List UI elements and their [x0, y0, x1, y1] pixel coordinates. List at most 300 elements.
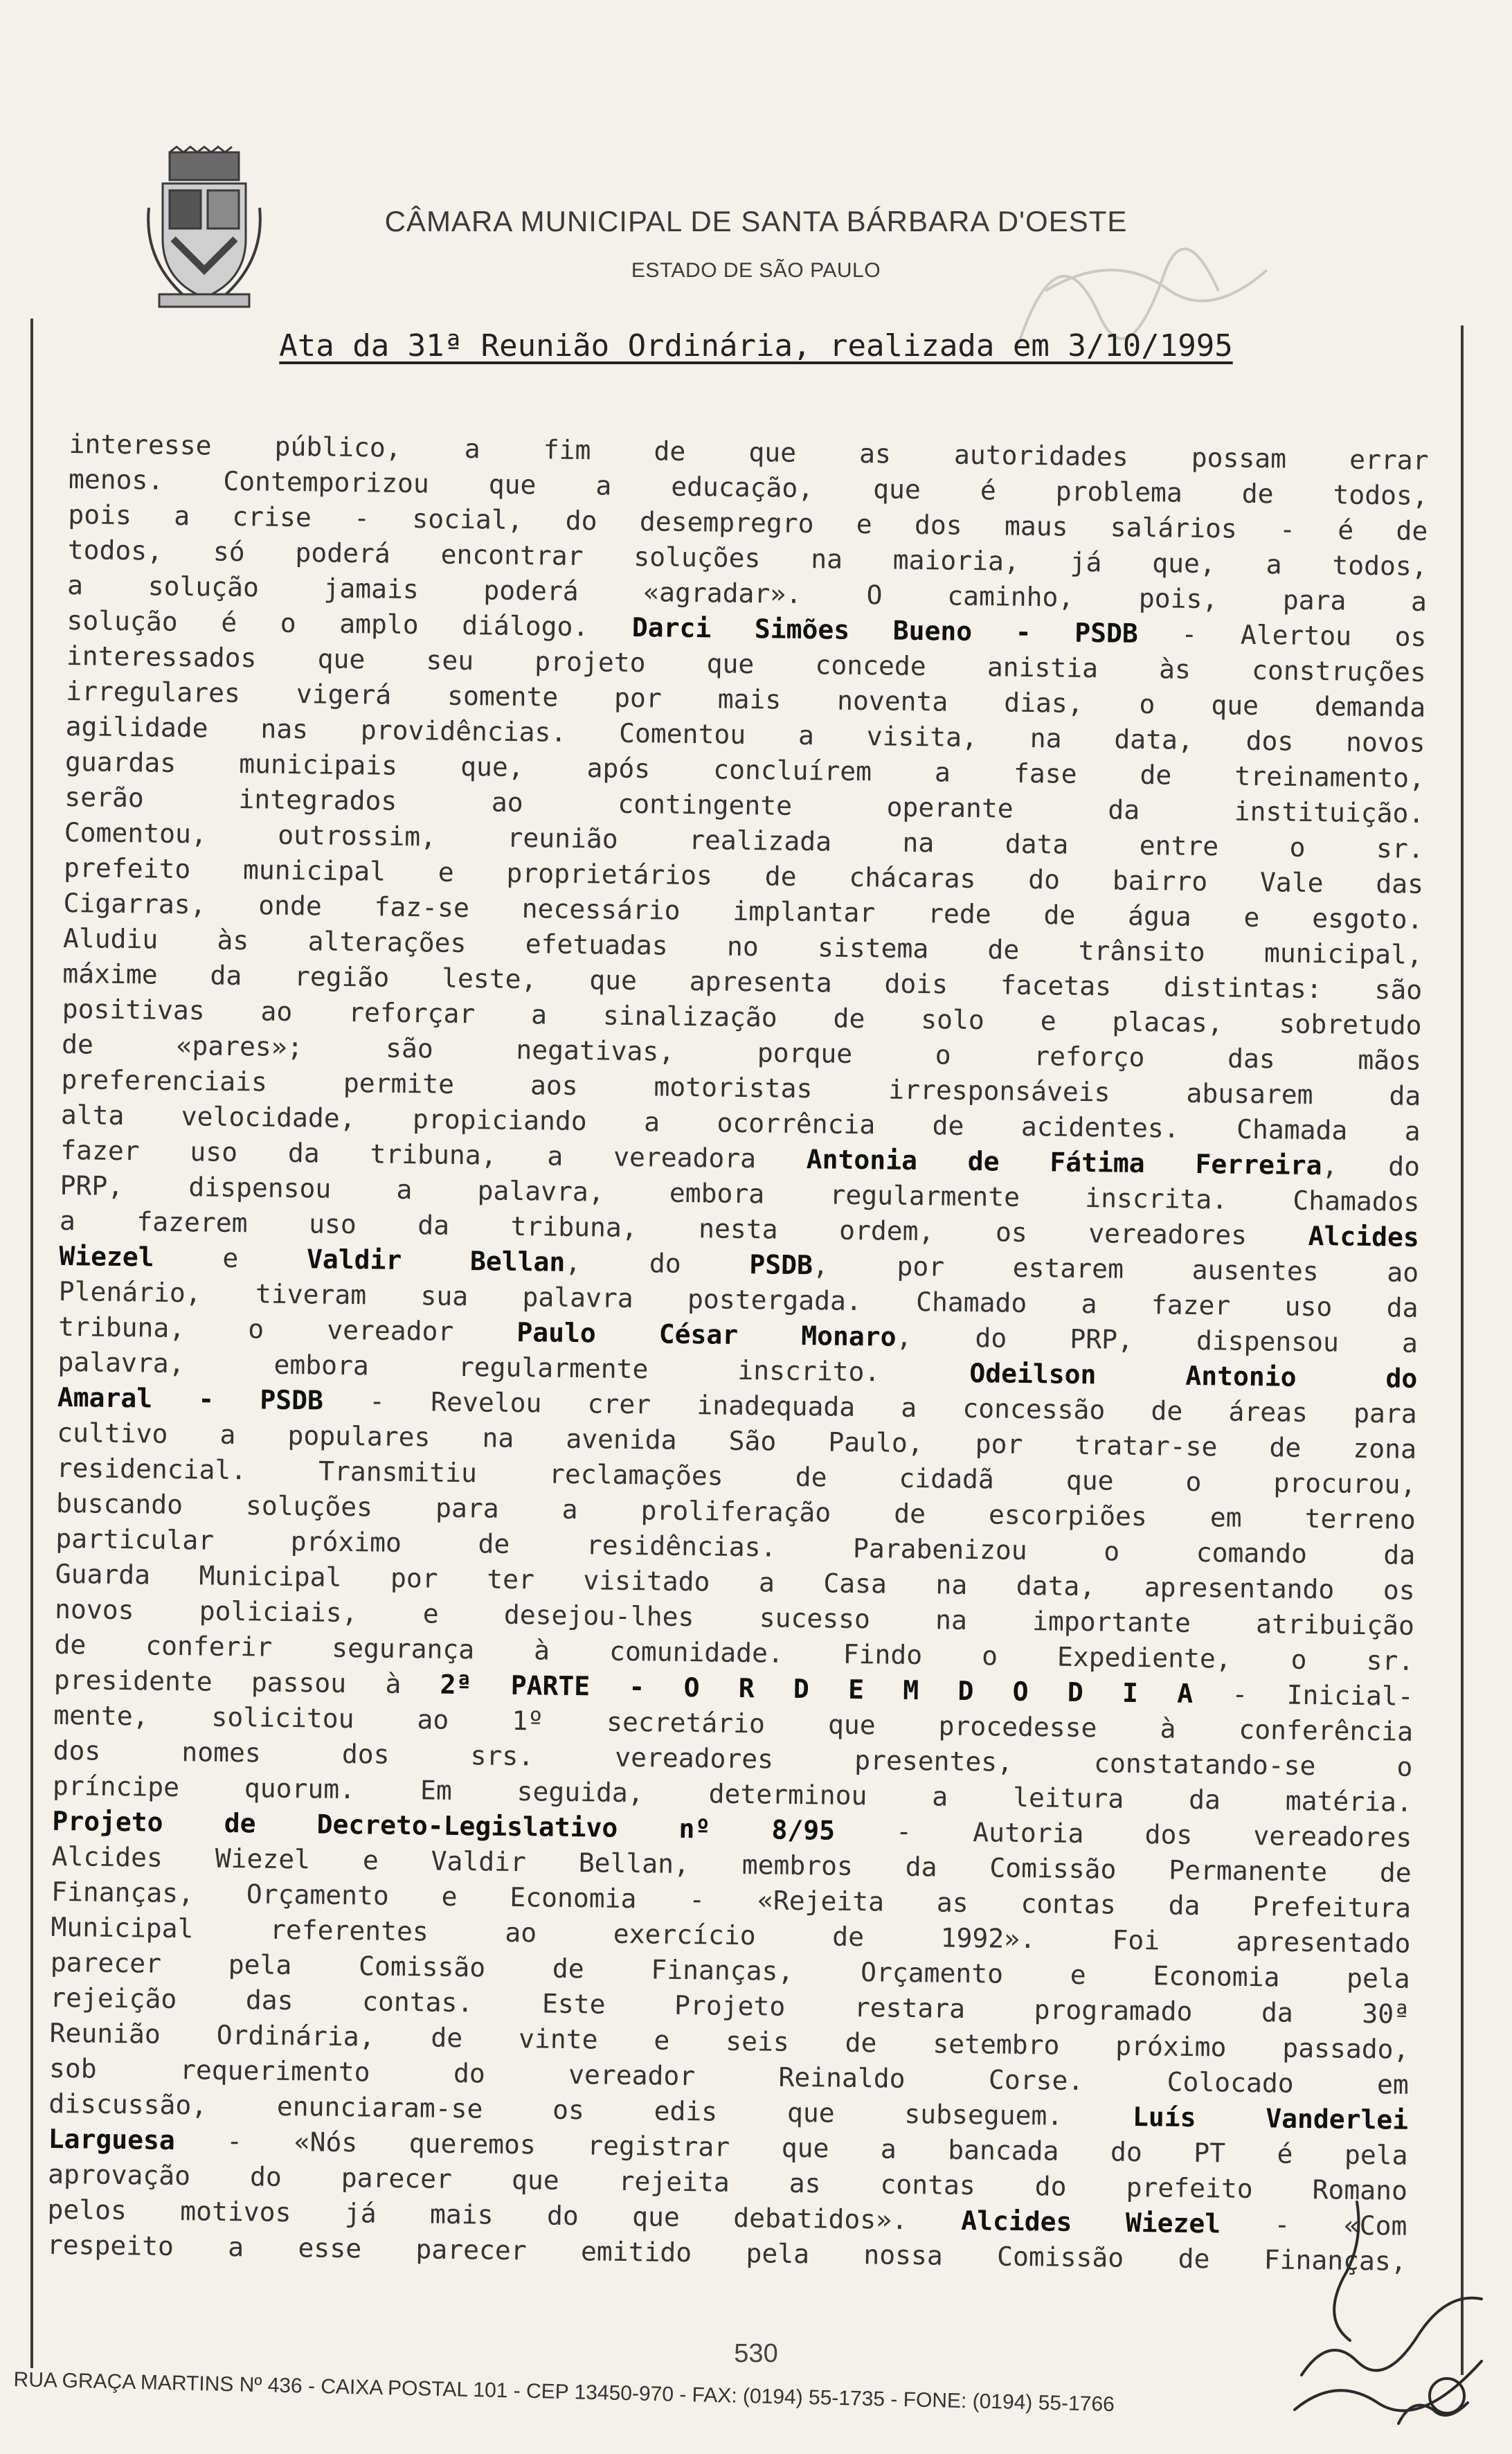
word: das — [245, 1985, 294, 2016]
word: escorpiões — [988, 1499, 1148, 1532]
word: Ordinária, — [216, 2019, 375, 2052]
word: educação, — [671, 471, 814, 504]
word: populares — [287, 1419, 431, 1453]
word: setembro — [933, 2028, 1060, 2061]
word: às — [1158, 654, 1191, 685]
word: programado — [1034, 1994, 1193, 2027]
word: de — [54, 1629, 87, 1660]
word: 30ª — [1362, 1998, 1410, 2030]
word: proliferação — [640, 1495, 831, 1528]
word: Parabenizou — [852, 1532, 1027, 1566]
word: dos — [53, 1735, 101, 1766]
word: é — [221, 607, 237, 638]
word: dos — [1245, 725, 1294, 757]
word: aos — [530, 1070, 578, 1102]
word: Comentou, — [64, 816, 208, 850]
word: Cigarras, — [63, 887, 206, 920]
word: seu — [426, 645, 474, 677]
word: sr. — [1366, 1645, 1414, 1676]
word: Finanças, — [1263, 2244, 1407, 2277]
word: providências. — [360, 715, 567, 748]
word: pela — [1344, 2139, 1408, 2171]
word: para — [1282, 584, 1347, 616]
word: vereadores — [1253, 1820, 1412, 1853]
word: Chamada — [1236, 1113, 1348, 1146]
word: emitido — [580, 2236, 692, 2268]
word: vereador — [568, 2059, 696, 2092]
word: palavra, — [477, 1175, 604, 1208]
word: interessados — [66, 640, 257, 674]
word: reunião — [507, 822, 618, 854]
word: todos, — [67, 534, 163, 566]
word: implantar — [732, 895, 876, 929]
word: positivas — [62, 993, 205, 1026]
word: água — [1127, 900, 1191, 932]
word: de — [893, 1498, 926, 1530]
word: maioria, — [892, 544, 1020, 577]
word: de — [1241, 478, 1274, 510]
word: facetas — [1000, 969, 1112, 1002]
word: Projeto — [674, 1989, 786, 2022]
word: mais — [429, 2198, 494, 2230]
word: as — [789, 2167, 821, 2199]
word: 1º — [512, 1705, 544, 1737]
word: avenida — [566, 1423, 677, 1456]
word: na — [1029, 722, 1062, 754]
word: inscrito. — [737, 1354, 881, 1388]
word: vigerá — [296, 679, 392, 710]
word: às — [217, 924, 249, 956]
word: por — [390, 1562, 438, 1594]
word: Valdir — [431, 1845, 527, 1878]
word: Monaro, — [801, 1320, 912, 1352]
word: do — [565, 505, 597, 537]
word: noventa — [836, 685, 948, 717]
word: possam — [1191, 442, 1287, 474]
word: do — [649, 1248, 681, 1279]
word: integrados — [238, 784, 397, 816]
word: dias, — [1004, 687, 1083, 719]
word: da — [417, 1210, 450, 1241]
word: do — [1028, 863, 1061, 895]
word: exercício — [613, 1918, 756, 1951]
word: Municipal — [51, 1911, 194, 1944]
word: de — [552, 1953, 584, 1985]
word: dispensou — [1196, 1325, 1340, 1358]
word: nossa — [863, 2239, 944, 2271]
word: M — [903, 1674, 919, 1706]
word: buscando — [55, 1487, 183, 1521]
word: bancada — [948, 2134, 1059, 2167]
word: que — [317, 643, 366, 675]
word: a — [798, 719, 815, 751]
word: pela — [1346, 1962, 1410, 1994]
word: acidentes. — [1020, 1111, 1180, 1144]
word: velocidade, — [181, 1101, 356, 1134]
word: a — [1404, 1116, 1421, 1147]
word: nas — [260, 713, 309, 745]
word: público, — [274, 431, 402, 463]
word: contas — [1020, 1888, 1117, 1920]
word: por — [975, 1428, 1023, 1460]
word: faz-se — [374, 891, 470, 924]
word: Comissão — [996, 2241, 1124, 2273]
word: que — [589, 965, 638, 996]
word: do — [1385, 1363, 1418, 1394]
word: sob — [48, 2052, 97, 2084]
word: - — [629, 1672, 645, 1703]
word: - — [895, 1816, 912, 1847]
word: registrar — [587, 2130, 730, 2162]
word: guardas — [64, 746, 177, 778]
word: procedesse — [938, 1710, 1097, 1744]
word: Vale — [1259, 867, 1324, 899]
word: 8/95 — [771, 1814, 836, 1846]
page-number: 530 — [734, 2339, 778, 2368]
word: tribuna, — [510, 1210, 638, 1244]
word: embora — [273, 1349, 370, 1381]
word: e — [1243, 902, 1260, 933]
word: os — [1394, 621, 1427, 652]
word: pois, — [1138, 582, 1218, 615]
word: das — [1376, 868, 1424, 899]
word: Romano — [1312, 2174, 1408, 2206]
word: parecer — [415, 2234, 527, 2266]
word: Findo — [843, 1638, 923, 1671]
word: inadequada — [696, 1390, 856, 1422]
word: Foi — [1112, 1924, 1160, 1956]
word: determinou — [708, 1778, 867, 1811]
word: edis — [654, 2095, 718, 2127]
word: Larguesa — [48, 2123, 176, 2156]
word: Alertou — [1240, 619, 1352, 652]
word: a — [396, 1174, 413, 1206]
word: negativas, — [516, 1034, 675, 1067]
word: e — [438, 857, 454, 888]
word: Wiezel — [1125, 2207, 1221, 2239]
word: uso — [1284, 1291, 1333, 1323]
word: social, — [412, 503, 523, 536]
word: residências. — [586, 1530, 777, 1563]
word: diálogo. — [462, 609, 589, 643]
word: pois — [68, 499, 132, 531]
word: PRP, — [1070, 1323, 1134, 1355]
word: de — [1140, 759, 1172, 791]
word: o — [1290, 1644, 1307, 1675]
word: apresentando — [1144, 1572, 1335, 1605]
word: à — [1160, 1713, 1176, 1744]
word: E — [847, 1674, 865, 1705]
word: o — [1103, 1536, 1120, 1567]
word: comando — [1196, 1537, 1308, 1569]
word: aprovação — [47, 2158, 191, 2192]
word: concluírem — [712, 754, 872, 787]
word: Wiezel — [215, 1843, 311, 1875]
word: Wiezel — [59, 1240, 154, 1273]
word: propiciando — [412, 1104, 587, 1137]
word: amplo — [339, 608, 419, 641]
word: pela — [746, 2238, 810, 2270]
word: necessário — [521, 893, 681, 926]
word: de — [1178, 2243, 1210, 2275]
word: e — [1070, 1959, 1086, 1991]
word: é — [1277, 2138, 1293, 2169]
word: municipal, — [1263, 938, 1423, 970]
word: vinte — [518, 2023, 598, 2055]
word: - — [198, 1383, 215, 1415]
word: apresenta — [689, 966, 832, 998]
word: quorum. — [244, 1773, 356, 1805]
word: uso — [308, 1208, 357, 1240]
word: de — [764, 861, 797, 892]
word: César — [658, 1318, 739, 1350]
word: «pares»; — [176, 1030, 303, 1063]
word: projeto — [534, 646, 646, 679]
word: Alcides — [51, 1840, 163, 1873]
word: Vanderlei — [1266, 2103, 1409, 2135]
word: para — [435, 1492, 499, 1524]
word: na — [810, 544, 843, 575]
word: Plenário, — [58, 1275, 201, 1309]
word: a — [643, 1107, 660, 1138]
word: tiveram — [255, 1278, 367, 1311]
word: regularmente — [458, 1351, 649, 1385]
word: de — [1396, 515, 1428, 546]
word: que — [511, 2164, 559, 2196]
word: construções — [1251, 654, 1427, 688]
word: subseguem. — [904, 2098, 1063, 2131]
word: já — [1070, 546, 1102, 578]
word: Inicial- — [1286, 1679, 1414, 1712]
word: Guarda — [55, 1558, 151, 1591]
word: de — [61, 1028, 94, 1060]
word: Permanente — [1168, 1854, 1328, 1888]
word: mais — [717, 683, 782, 715]
word: - — [368, 1386, 386, 1417]
word: de — [1151, 1395, 1183, 1426]
word: chácaras — [849, 861, 976, 895]
word: porque — [757, 1037, 853, 1069]
word: reforço — [1034, 1041, 1145, 1073]
word: Economia — [1153, 1960, 1280, 1993]
word: realizada — [688, 824, 832, 857]
word: debatidos». — [732, 2202, 908, 2235]
word: Bellan, — [469, 1246, 582, 1278]
word: a — [228, 2231, 244, 2263]
word: somente — [447, 680, 559, 713]
word: Orçamento — [860, 1957, 1004, 1989]
word: placas, — [1112, 1006, 1223, 1039]
word: mãos — [1358, 1044, 1422, 1076]
word: seis — [725, 2025, 790, 2057]
word: e — [441, 1881, 458, 1913]
word: já — [344, 2198, 377, 2229]
word: que — [488, 469, 537, 501]
word: a — [1401, 1327, 1419, 1359]
word: procurou, — [1273, 1467, 1416, 1500]
word: ausentes — [1191, 1254, 1319, 1287]
right-margin-rule — [1461, 325, 1464, 2375]
word: é — [1338, 514, 1354, 546]
word: as — [936, 1887, 969, 1919]
word: dos — [341, 1738, 390, 1770]
word: tribuna, — [57, 1311, 186, 1344]
word: vereadores — [1088, 1218, 1248, 1251]
word: que, — [1152, 548, 1216, 580]
word: pela — [228, 1949, 292, 1981]
word: de — [431, 2022, 463, 2054]
word: na — [935, 1604, 968, 1636]
word: soluções — [633, 541, 761, 574]
word: zona — [1353, 1433, 1417, 1465]
word: respeito — [46, 2229, 174, 2262]
word: atribuição — [1255, 1609, 1415, 1641]
word: sua — [420, 1280, 469, 1312]
word: data, — [1016, 1570, 1096, 1602]
word: crise — [232, 501, 312, 533]
word: a — [1410, 586, 1428, 617]
word: esse — [298, 2232, 362, 2264]
word: jamais — [323, 573, 420, 605]
word: da — [1108, 794, 1140, 825]
word: alta — [60, 1099, 125, 1131]
word: «Nós — [294, 2126, 358, 2158]
document-title: Ata da 31ª Reunião Ordinária, realizada em 3/10/1995 — [279, 328, 1233, 364]
word: de — [224, 1807, 256, 1839]
word: leitura — [1012, 1782, 1124, 1814]
word: - — [1232, 1678, 1248, 1710]
word: a — [901, 1392, 917, 1424]
word: A — [1176, 1678, 1194, 1709]
word: fase — [1013, 758, 1077, 789]
word: após — [586, 753, 651, 785]
word: Bellan, — [578, 1847, 690, 1880]
word: - — [353, 503, 370, 534]
word: dois — [884, 968, 948, 1000]
word: Fátima — [1050, 1147, 1145, 1179]
word: srs. — [470, 1740, 534, 1772]
word: poderá — [483, 575, 579, 607]
word: agilidade — [65, 710, 208, 744]
word: próximo — [290, 1526, 402, 1558]
word: do — [975, 1323, 1007, 1354]
word: «Rejeita — [757, 1885, 885, 1917]
word: Luís — [1132, 2101, 1196, 2133]
word: o — [1185, 1466, 1202, 1498]
word: os — [552, 2094, 585, 2126]
word: a — [530, 999, 548, 1030]
word: e — [362, 1845, 379, 1876]
word: constatando-se — [1093, 1748, 1316, 1782]
word: a — [561, 1494, 578, 1525]
word: de — [831, 1921, 865, 1953]
word: Odeilson — [969, 1357, 1097, 1390]
word: de — [967, 1145, 1000, 1177]
word: uso — [190, 1136, 238, 1168]
word: regularmente — [829, 1179, 1020, 1212]
word: de — [833, 1003, 865, 1035]
word: ao — [1387, 1257, 1419, 1288]
word: Transmitiu — [318, 1456, 478, 1489]
word: apresentado — [1236, 1926, 1411, 1959]
word: interesse — [69, 428, 212, 461]
word: de — [987, 934, 1020, 965]
word: a — [173, 500, 190, 532]
word: estarem — [1012, 1252, 1124, 1284]
word: Orçamento — [246, 1879, 390, 1911]
word: Finanças, — [51, 1876, 195, 1909]
word: Economia — [510, 1881, 637, 1915]
word: prefeito — [1126, 2171, 1253, 2205]
word: do — [1110, 2136, 1143, 2168]
word: que — [1211, 690, 1259, 722]
word: inscrita. — [1084, 1183, 1228, 1215]
word: motivos — [180, 2196, 291, 2228]
word: na — [482, 1422, 514, 1453]
word: a — [547, 1140, 564, 1172]
word: da — [905, 1851, 937, 1883]
word: em — [1376, 2069, 1410, 2100]
word: motoristas — [654, 1071, 813, 1104]
word: sistema — [817, 932, 929, 965]
word: e — [654, 2025, 670, 2056]
word: Reunião — [49, 2017, 161, 2050]
word: fazer — [1151, 1289, 1231, 1321]
word: I — [1122, 1677, 1139, 1708]
word: da — [1386, 1292, 1419, 1323]
word: o — [1289, 832, 1306, 863]
word: ao — [417, 1704, 449, 1735]
word: autoridades — [953, 439, 1128, 472]
word: seguida, — [516, 1776, 644, 1809]
word: entre — [1139, 830, 1219, 862]
word: municipais — [239, 749, 398, 781]
word: irregulares — [66, 675, 241, 709]
word: - — [688, 1884, 705, 1915]
word: em — [1209, 1502, 1242, 1533]
word: nesta — [698, 1213, 778, 1245]
word: que — [827, 1709, 876, 1741]
word: Prefeitura — [1252, 1891, 1412, 1924]
word: a — [1081, 1288, 1097, 1320]
word: bairro — [1112, 865, 1208, 897]
word: concede — [815, 650, 926, 682]
word: são — [385, 1032, 434, 1064]
word: a — [219, 1419, 236, 1451]
word: São — [728, 1425, 777, 1457]
word: de — [1043, 899, 1076, 931]
word: da — [1168, 1890, 1200, 1922]
word: na — [935, 1569, 968, 1600]
word: presidente — [53, 1664, 213, 1697]
word: e — [222, 1242, 239, 1274]
word: segurança — [332, 1632, 475, 1665]
word: abusarem — [1186, 1077, 1313, 1111]
word: leste, — [441, 962, 537, 995]
word: D — [1067, 1676, 1084, 1708]
word: solução — [147, 571, 260, 603]
word: e — [1040, 1005, 1056, 1037]
word: O — [866, 580, 883, 611]
word: D — [957, 1675, 974, 1707]
word: PARTE — [510, 1669, 591, 1702]
word: a — [1266, 549, 1282, 580]
word: solicitou — [211, 1701, 354, 1735]
word: a — [758, 1567, 775, 1598]
word: de — [795, 1461, 827, 1493]
word: Paulo — [516, 1316, 597, 1349]
word: Alcides — [1308, 1220, 1420, 1253]
